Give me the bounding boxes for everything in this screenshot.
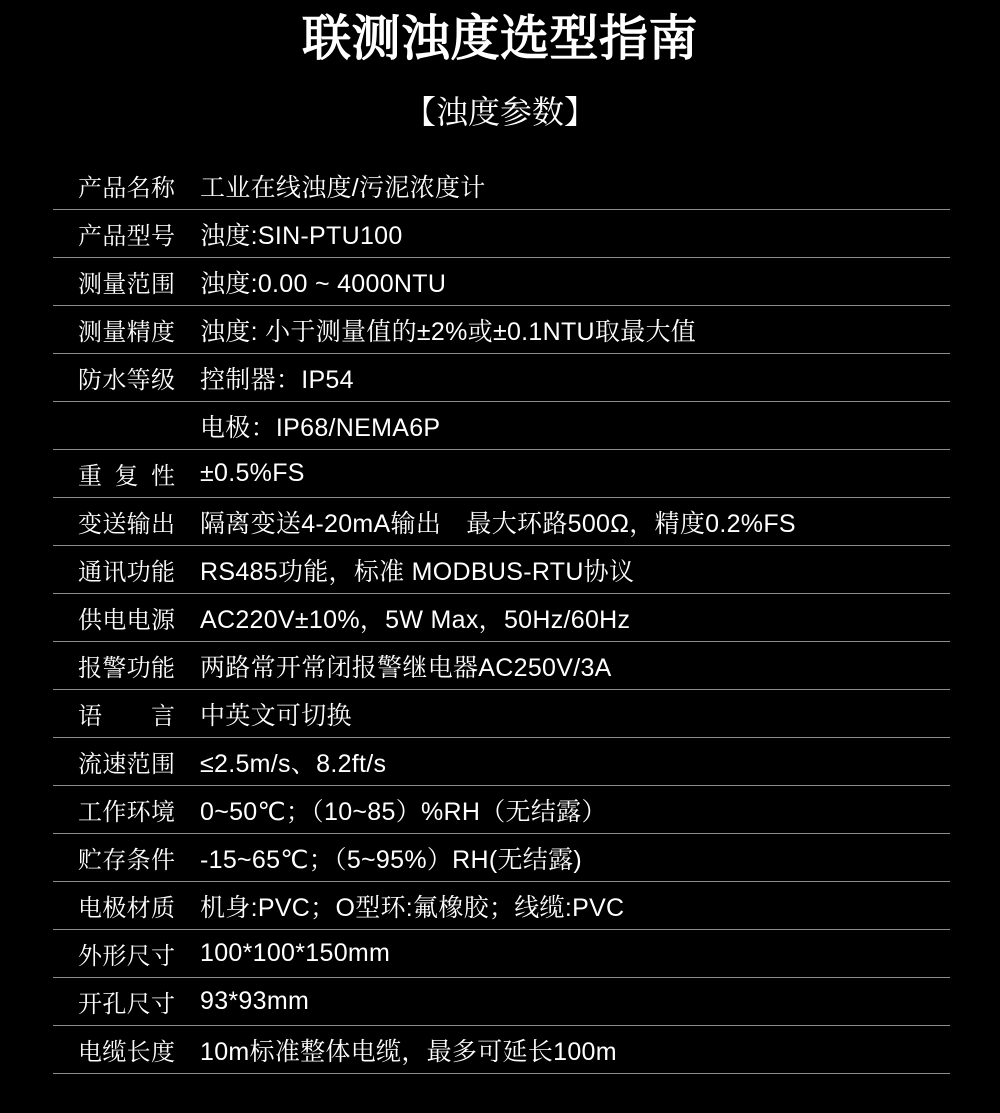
table-row	[53, 354, 950, 402]
table-row	[53, 930, 950, 978]
row-label: 产品名称	[78, 175, 175, 202]
row-value: 浊度:SIN-PTU100	[200, 221, 403, 250]
table-row	[53, 738, 950, 786]
row-value: RS485功能，标准 MODBUS-RTU协议	[200, 557, 635, 586]
table-row	[53, 402, 950, 450]
table-row	[53, 690, 950, 738]
table-row	[53, 1026, 950, 1074]
row-label: 变送输出	[78, 511, 175, 538]
table-row	[53, 258, 950, 306]
row-label: 防水等级	[78, 367, 175, 394]
row-label: 电缆长度	[78, 1039, 175, 1066]
row-value: 工业在线浊度/污泥浓度计	[200, 173, 486, 202]
row-label: 通讯功能	[78, 559, 175, 586]
row-label: 重复性	[78, 463, 175, 490]
row-label: 语言	[78, 703, 175, 730]
row-value: 控制器：IP54	[200, 365, 354, 394]
row-label: 开孔尺寸	[78, 991, 175, 1018]
section-title: 【浊度参数】	[403, 94, 596, 130]
table-row	[53, 642, 950, 690]
row-label: 外形尺寸	[78, 943, 175, 970]
row-value: ±0.5%FS	[200, 459, 305, 487]
row-label: 电极材质	[78, 895, 175, 922]
table-row	[53, 498, 950, 546]
row-value: 浊度: 小于测量值的±2%或±0.1NTU取最大值	[200, 317, 697, 346]
table-row	[53, 306, 950, 354]
table-row	[53, 786, 950, 834]
row-value: ≤2.5m/s、8.2ft/s	[200, 749, 387, 778]
table-row	[53, 546, 950, 594]
row-value: -15~65℃；（5~95%）RH(无结露)	[200, 845, 583, 874]
table-row	[53, 594, 950, 642]
row-label: 测量精度	[78, 319, 175, 346]
row-label: 产品型号	[78, 223, 175, 250]
row-label: 贮存条件	[78, 847, 175, 874]
row-value: 93*93mm	[200, 987, 310, 1015]
row-value: AC220V±10%，5W Max，50Hz/60Hz	[200, 605, 631, 634]
row-value: 机身:PVC；O型环:氟橡胶；线缆:PVC	[200, 893, 625, 922]
row-label: 工作环境	[78, 799, 175, 826]
row-label: 流速范围	[78, 751, 175, 778]
row-value: 两路常开常闭报警继电器AC250V/3A	[200, 653, 612, 682]
row-value: 中英文可切换	[200, 701, 352, 730]
row-value: 0~50℃；（10~85）%RH（无结露）	[200, 797, 607, 826]
table-row	[53, 210, 950, 258]
table-row	[53, 450, 950, 498]
table-row	[53, 882, 950, 930]
row-label: 报警功能	[78, 655, 175, 682]
row-value: 10m标准整体电缆，最多可延长100m	[200, 1037, 617, 1066]
spec-table	[53, 162, 950, 1074]
table-row	[53, 834, 950, 882]
row-label: 测量范围	[78, 271, 175, 298]
row-label: 供电电源	[78, 607, 175, 634]
row-value: 隔离变送4-20mA输出 最大环路500Ω，精度0.2%FS	[200, 509, 796, 538]
page-title: 联测浊度选型指南	[301, 12, 698, 66]
row-value: 电极：IP68/NEMA6P	[200, 413, 441, 442]
row-value: 浊度:0.00 ~ 4000NTU	[200, 269, 447, 298]
table-row	[53, 978, 950, 1026]
table-row	[53, 162, 950, 210]
row-value: 100*100*150mm	[200, 939, 391, 967]
